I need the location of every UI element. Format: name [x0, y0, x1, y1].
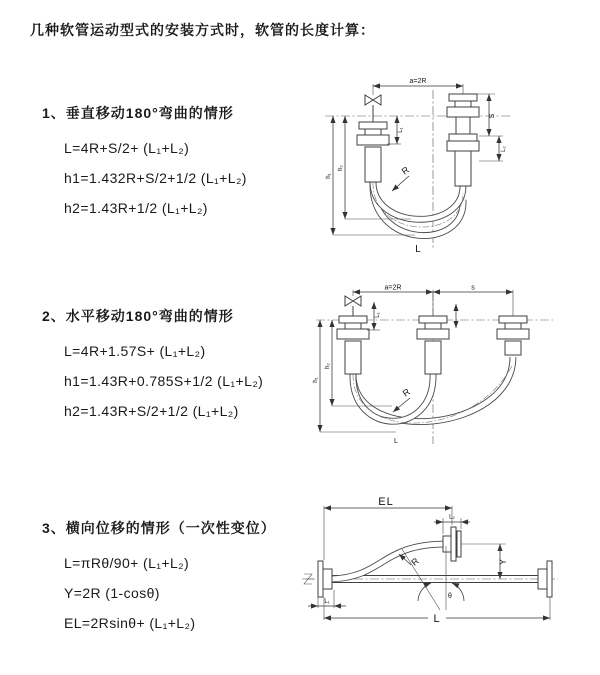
center-hose-fitting — [417, 316, 449, 374]
left-hose-fitting — [357, 122, 389, 182]
diagram-lateral-displacement — [300, 494, 572, 652]
section-vertical-movement — [42, 103, 247, 223]
dim-label-l2: L₂ — [449, 514, 455, 521]
diagram-horizontal-180-bend — [308, 282, 558, 450]
diagram-vertical-180-bend — [313, 74, 525, 258]
section-3-heading: 3、横向位移的情形（一次性变位） — [42, 520, 276, 536]
center-lines — [306, 544, 558, 579]
dim-label-span: a=2R — [409, 78, 427, 85]
dim-label-l1: L₁ — [324, 599, 330, 605]
curved-hose — [331, 544, 447, 579]
dim-label-l1: L₁ — [398, 127, 404, 133]
section-horizontal-movement — [42, 306, 263, 426]
dim-label-y: Y — [498, 558, 508, 566]
hose-curves — [373, 182, 463, 236]
center-lines — [325, 90, 511, 250]
dim-label-length: L — [415, 244, 421, 255]
dimension-lines — [326, 78, 507, 255]
right-hose-fitting — [497, 316, 529, 355]
formula-h1: h1=1.432R+S/2+1/2 (L₁+L₂) — [64, 170, 247, 186]
right-flange — [538, 561, 552, 597]
dim-label-radius: R — [399, 164, 411, 177]
angle-label-theta: θ — [448, 593, 452, 600]
dim-label-h1: h₁ — [326, 173, 332, 179]
dim-label-stroke: S — [489, 113, 496, 119]
dim-label-l1: L₁ — [375, 312, 381, 318]
formula-h2: h2=1.43R+S/2+1/2 (L₁+L₂) — [64, 403, 239, 419]
dim-label-h1: h₁ — [313, 377, 319, 383]
section-lateral-displacement — [42, 518, 276, 638]
dim-label-radius: R — [409, 555, 421, 568]
dim-label-span: a=2R — [384, 284, 402, 292]
valve-icon — [365, 95, 381, 122]
formula-y: Y=2R (1-cosθ) — [64, 585, 160, 601]
formula-l: L=πRθ/90+ (L₁+L₂) — [64, 555, 190, 571]
dim-label-radius: R — [400, 386, 412, 399]
left-flange — [318, 561, 332, 597]
formula-h2: h2=1.43R+1/2 (L₁+L₂) — [64, 200, 208, 216]
formula-l: L=4R+1.57S+ (L₁+L₂) — [64, 343, 206, 359]
right-hose-fitting — [447, 94, 479, 186]
left-hose-fitting — [337, 316, 369, 374]
dim-label-length: L — [394, 438, 398, 445]
formula-l: L=4R+S/2+ (L₁+L₂) — [64, 140, 190, 156]
valve-icon — [345, 296, 361, 316]
formula-el: EL=2Rsinθ+ (L₁+L₂) — [64, 615, 196, 631]
formula-h1: h1=1.43R+0.785S+1/2 (L₁+L₂) — [64, 373, 264, 389]
section-2-heading: 2、水平移动180°弯曲的情形 — [42, 308, 234, 324]
dim-label-el: EL — [378, 496, 394, 508]
dim-label-h2: h₂ — [325, 363, 331, 369]
centerline-mark — [302, 574, 314, 584]
dim-label-stroke: s — [471, 284, 475, 292]
dim-label-l2: L₂ — [501, 146, 507, 152]
dim-label-h2: h₂ — [338, 165, 344, 171]
dim-label-length: L — [433, 613, 441, 625]
section-1-heading: 1、垂直移动180°弯曲的情形 — [42, 105, 234, 121]
dimension-lines — [302, 496, 550, 625]
page-title: 几种软管运动型式的安装方式时，软管的长度计算： — [30, 22, 375, 38]
